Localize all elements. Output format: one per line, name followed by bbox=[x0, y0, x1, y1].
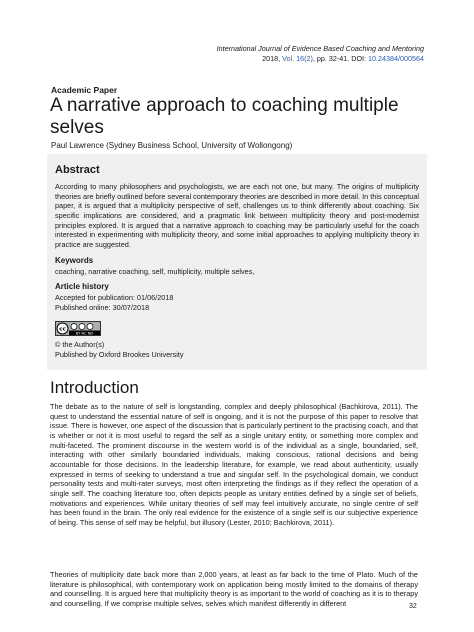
history-heading: Article history bbox=[55, 282, 109, 291]
svg-text:cc: cc bbox=[59, 326, 66, 333]
paper-title: A narrative approach to coaching multiple selves bbox=[50, 95, 399, 138]
journal-name: International Journal of Evidence Based Coaching and Mentoring bbox=[216, 44, 424, 53]
abstract-box bbox=[47, 154, 427, 370]
volume-link[interactable]: Vol. 16(2) bbox=[282, 53, 313, 63]
cc-license-badge[interactable] bbox=[55, 321, 101, 336]
citation-line bbox=[64, 54, 424, 64]
author-line: Paul Lawrence (Sydney Business School, University of Wollongong) bbox=[51, 141, 293, 150]
copyright-line: © the Author(s) bbox=[55, 340, 105, 349]
page-number: 32 bbox=[409, 603, 417, 610]
journal-header bbox=[64, 44, 424, 63]
cc-license-icon bbox=[56, 322, 100, 335]
citation-prefix: 2018, bbox=[262, 53, 283, 63]
published-date: Published online: 30/07/2018 bbox=[55, 303, 150, 312]
abstract-text: According to many philosophers and psychologists, we are each not one, but many. The origins of multiplicity theories are briefly outlined before several contemporary theories are described in more detail. In this conceptual paper, it is argued that a multiplicity perspective of self, challenges us to think differently about coaching. Six specific implications are considered, and a pragmatic link between multiplicity theory and post-modernist principles explored. It is argued that a narrative approach to coaching may be particularly useful for the coach interested in experimenting with multiplicity theory, and some initial approaches to applying multiplicity theory in practice are suggested. bbox=[55, 182, 419, 249]
cc-badge-text: BY NC ND bbox=[75, 331, 94, 335]
intro-paragraph-2: Theories of multiplicity date back more than 2,000 years, at least as far back to the time of Plato. Much of the literature is philosophical, with contemporary work on application being mostly limited to the domains of therapy and counselling. It is argued here that multiplicity theory is as important to the world of coaching as it is to therapy and counselling. If we comprise multiple selves, selves which manifest differently in different bbox=[50, 570, 418, 608]
keywords-heading: Keywords bbox=[55, 256, 94, 265]
doi-link[interactable]: 10.24384/000564 bbox=[368, 53, 424, 63]
keywords-text: coaching, narrative coaching, self, multiplicity, multiple selves, bbox=[55, 267, 255, 276]
abstract-heading: Abstract bbox=[55, 164, 100, 176]
publisher-line: Published by Oxford Brookes University bbox=[55, 350, 184, 359]
introduction-heading: Introduction bbox=[50, 378, 139, 397]
citation-pages: , pp. 32-41. DOI: bbox=[312, 53, 369, 63]
intro-paragraph-1: The debate as to the nature of self is longstanding, complex and deeply philosophical (Bachkirova, 2011). The quest to understand the essential nature of self is ongoing, and it is not the purpose of this paper to resolve that issue. There is however, one aspect of the discussion that is particularly pertinent to the practising coach, and that is whether or not it is most useful to regard the self as a single unitary entity, or something more complex and multi-faceted. The prominent discourse in the western world is of the individual as a single, boundaried, self, interacting with other similarly boundaried individuals, making conscious, rational decisions and being accountable for those decisions. In the leadership literature, for example, we read about authenticity, usually expressed in terms of seeking to understand a true and singular self. In the psychological domain, we conduct personality tests and multi-rater surveys, most often interpreting the findings as if they reflect the operation of a single self. The coaching literature too, often depicts people as unitary entities defined by a single set of beliefs, motivations and experiences. While unitary theories of self may feel intuitively accurate, no single centre of self has been found in the brain. The only real evidence for the existence of a single self is our subjective experience of being. This sense of self may be helpful, but illusory (Lester, 2010; Bachkirova, 2011). bbox=[50, 402, 418, 527]
paper-type: Academic Paper bbox=[51, 85, 118, 95]
accepted-date: Accepted for publication: 01/06/2018 bbox=[55, 293, 174, 302]
